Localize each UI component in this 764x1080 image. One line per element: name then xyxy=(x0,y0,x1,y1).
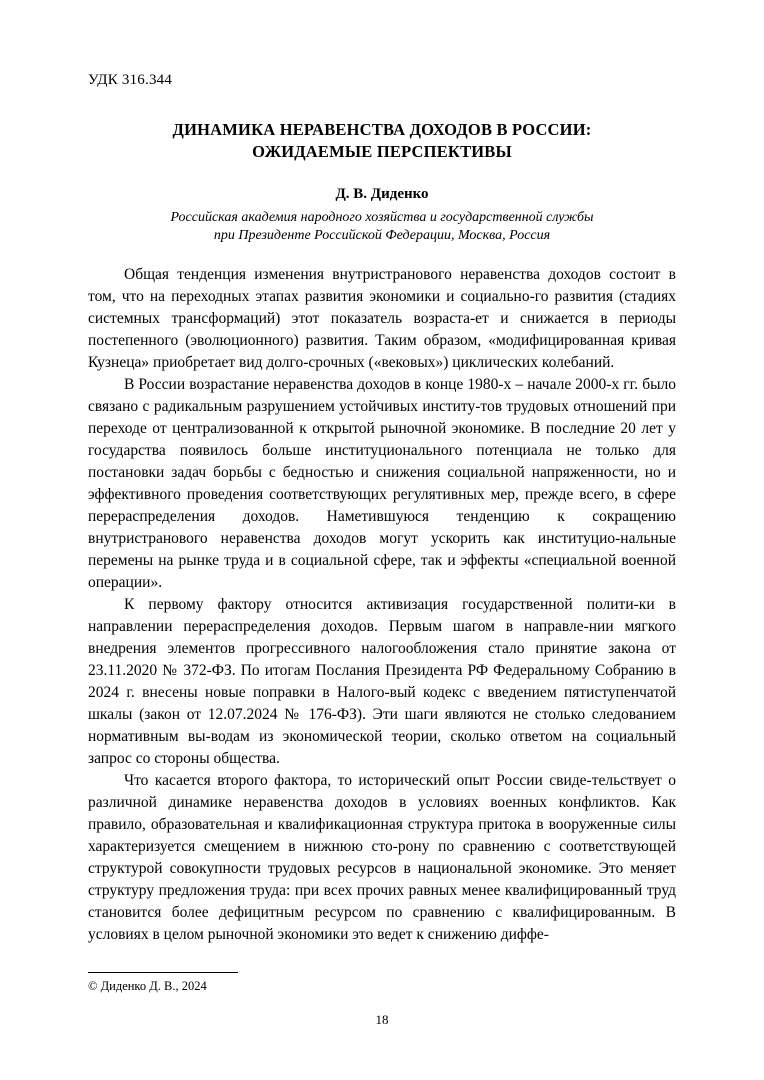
title-line-2: ОЖИДАЕМЫЕ ПЕРСПЕКТИВЫ xyxy=(252,142,512,162)
page-number: 18 xyxy=(375,1012,389,1028)
title-line-1: ДИНАМИКА НЕРАВЕНСТВА ДОХОДОВ В РОССИИ: xyxy=(172,120,592,139)
affiliation-line-1: Российская академия народного хозяйства и государственной службы xyxy=(170,209,594,225)
page-title xyxy=(88,119,676,164)
paragraph: Что касается второго фактора, то исторический опыт России свиде-тельствует о различной динамике неравенства доходов в условиях военных конфликтов. Как правило, образовательная и квалификационная структура притока в вооруженные силы характеризуется смещением в нижнюю сто-рону по сравнению с соответствующей структурой совокупности трудовых ресурсов в национальной экономике. Это меняет структуру предложения труда: при всех прочих равных менее квалифицированный труд становится более дефицитным ресурсом по сравнению с квалифицированным. В условиях в целом рыночной экономики это ведет к снижению диффе- xyxy=(88,772,676,944)
footnote-area xyxy=(88,966,676,994)
author-name: Д. В. Диденко xyxy=(335,185,429,202)
paragraph: Общая тенденция изменения внутристранового неравенства доходов состоит в том, что на переходных этапах развития экономики и социально-го развития (стадиях системных трансформаций) этот показатель возраста-ет и снижается в периоды постепенного (эволюционного) развития. Таким образом, «модифицированная кривая Кузнеца» приобретает вид долго-срочных («вековых») циклических колебаний. xyxy=(88,266,676,372)
paragraph: К первому фактору относится активизация государственной полити-ки в направлении перераспределения доходов. Первым шагом в направле-нии мягкого внедрения элементов прогрессивного налогообложения стало принятие закона от 23.11.2020 № 372-ФЗ. По итогам Послания Президента РФ Федеральному Собранию в 2024 г. внесены новые поправки в Налого-вый кодекс с введением пятиступенчатой шкалы (закон от 12.07.2024 № 176-ФЗ). Эти шаги являются не столько следованием нормативным вы-водам из экономической теории, сколько ответом на социальный запрос со стороны общества. xyxy=(88,596,676,768)
article-body xyxy=(88,264,676,946)
footnote-separator xyxy=(88,972,238,973)
udk-code: УДК 316.344 xyxy=(88,72,173,88)
author-affiliation xyxy=(88,209,676,247)
copyright-footnote: © Диденко Д. В., 2024 xyxy=(88,979,207,994)
affiliation-line-2: при Президенте Российской Федерации, Москва, Россия xyxy=(213,228,551,244)
paragraph: В России возрастание неравенства доходов в конце 1980-х – начале 2000-х гг. было связано с радикальным разрушением устойчивых институ-тов трудовых отношений при переходе от централизованной к открытой рыночной экономике. В последние 20 лет у государства появилось больше институционального потенциала не только для постановки задач борьбы с бедностью и снижения социальной напряженности, но и эффективного проведения соответствующих регулятивных мер, прежде всего, в сфере перераспределения доходов. Наметившуюся тенденцию к сокращению внутристранового неравенства доходов могут ускорить как институцио-нальные перемены на рынке труда и в социальной сфере, так и эффекты «специальной военной операции». xyxy=(88,376,676,592)
